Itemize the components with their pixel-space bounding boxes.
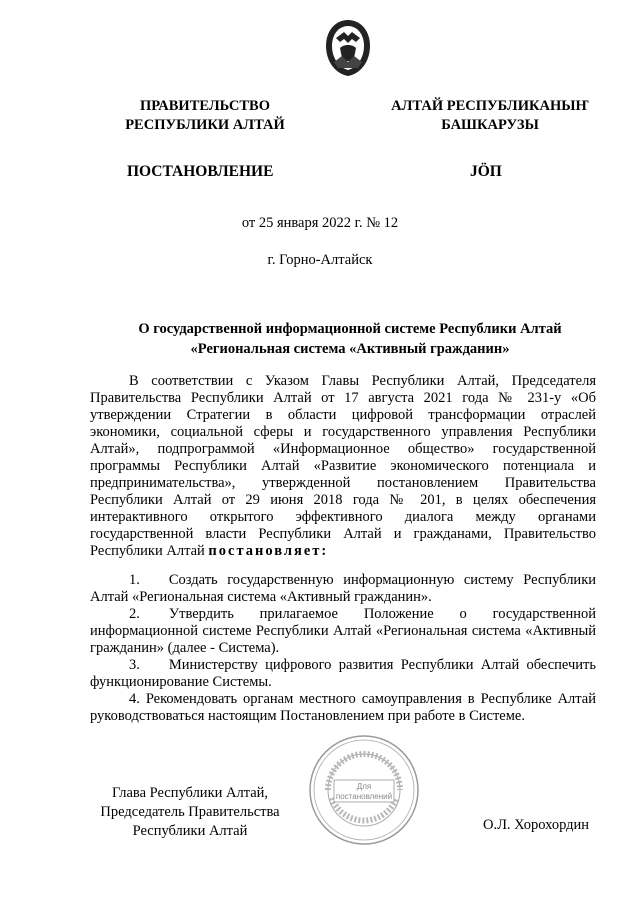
list-item: 4. Рекомендовать органам местного самоуправления в Республике Алтай руководствоваться настоящим Постановлением при работе в Системе. (90, 691, 596, 724)
resolution-items (90, 572, 596, 725)
official-stamp (308, 734, 420, 846)
doc-type-right: JÖП (470, 163, 502, 180)
document-subject (90, 319, 610, 359)
signatory-name: О.Л. Хорохордин (483, 817, 590, 833)
doc-type-left: ПОСТАНОВЛЕНИЕ (127, 163, 274, 180)
header-right (380, 97, 600, 135)
signatory-line3: Республики Алтай (132, 823, 248, 839)
header-right-line2: БАШКАРУЗЫ (441, 117, 539, 133)
preamble-paragraph (90, 373, 596, 560)
date-line: от 25 января 2022 г. № 12 (241, 215, 399, 231)
list-item: 2. Утвердить прилагаемое Положение о государственной информационной системе Республики Алтай «Региональная система «Активный гражданин» (далее - Система). (90, 606, 596, 656)
preamble-text: В соответствии с Указом Главы Республики Алтай, Председателя Правительства Республики Алтай от 17 августа 2021 года № 231-у «Об утверждении Стратегии в области цифровой трансформации отраслей экономики, социальной сферы и государственного управления Республики Алтай», подпрограммой «Информационное общество» государственной программы Республики Алтай «Развитие экономического потенциала и предпринимательства», утвержденной постановлением Правительства Республики Алтай от 29 июня 2018 года № 201, в целях обеспечения интерактивного открытого эффективного диалога между органами государственной власти Республики Алтай и гражданами, Правительство Республики Алтай (90, 373, 596, 559)
subject-line1: О государственной информационной системе Республики Алтай (138, 321, 562, 337)
resolves-word: постановляет: (208, 543, 329, 559)
signatory-line2: Председатель Правительства (100, 804, 280, 820)
list-item: 1. Создать государственную информационную систему Республики Алтай «Региональная система «Активный гражданин». (90, 572, 596, 605)
header-left-line2: РЕСПУБЛИКИ АЛТАЙ (125, 117, 285, 133)
list-item: 3. Министерству цифрового развития Республики Алтай обеспечить функционирование Системы. (90, 657, 596, 690)
header-left (110, 97, 300, 135)
subject-line2: «Региональная система «Активный гражданин» (190, 341, 510, 357)
signatory-title (90, 784, 290, 841)
city-line: г. Горно-Алтайск (267, 252, 373, 268)
stamp-text-line1: Для (356, 782, 372, 791)
header-right-line1: АЛТАЙ РЕСПУБЛИКАНЫҤ (391, 98, 589, 114)
signatory-line1: Глава Республики Алтай, (111, 785, 269, 801)
header-left-line1: ПРАВИТЕЛЬСТВО (140, 98, 270, 114)
stamp-text-line2: постановлений (335, 792, 393, 801)
coat-of-arms-emblem (322, 18, 374, 78)
